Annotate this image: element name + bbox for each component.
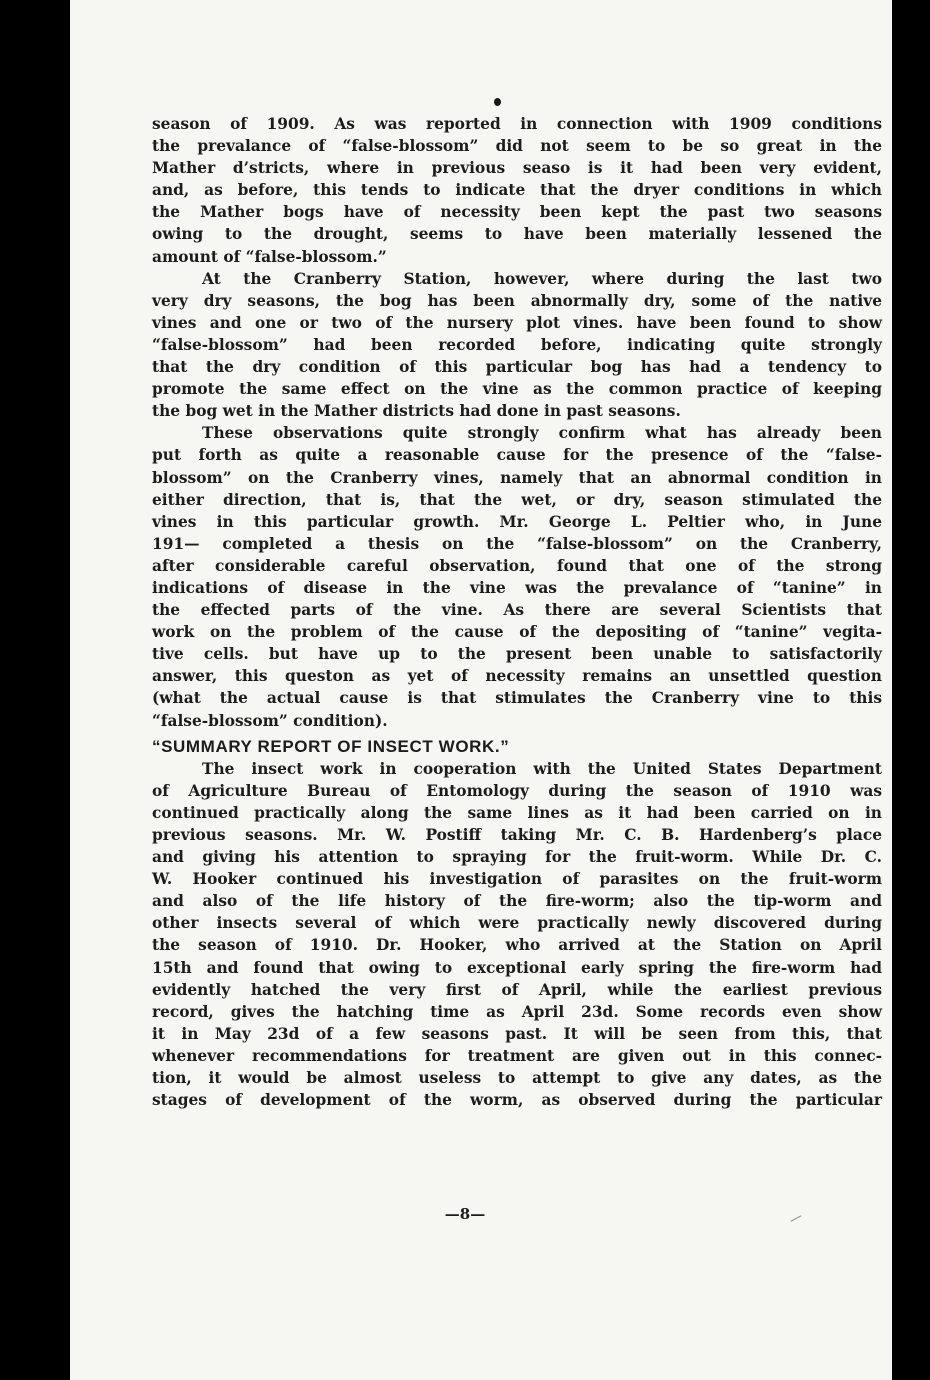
paragraph-observations	[152, 422, 882, 731]
text-line: and, as before, this tends to indicate that the dryer conditions in which	[152, 181, 882, 200]
text-line: season of 1909. As was reported in connection with 1909 conditions	[152, 115, 882, 133]
text-line: previous seasons. Mr. W. Postiff taking Mr. C. B. Hardenberg’s place	[152, 826, 882, 844]
text-line: 191— completed a thesis on the “false-blossom” on the Cranberry,	[152, 534, 882, 553]
text-line: that the dry condition of this particular bog has had a tendency to	[152, 358, 882, 377]
text-line: stages of development of the worm, as observed during the particular	[152, 1091, 882, 1110]
ink-dot	[494, 98, 501, 106]
text-line: “false-blossom” condition).	[152, 711, 388, 730]
text-line: 15th and found that owing to exceptional early spring the fire-worm had	[152, 958, 882, 977]
text-line: put forth as quite a reasonable cause for the presence of the “false-	[152, 446, 882, 465]
text-line: the season of 1910. Dr. Hooker, who arrived at the Station on April	[152, 936, 882, 955]
text-line: the bog wet in the Mather districts had done in past seasons.	[152, 402, 681, 421]
text-line: it in May 23d of a few seasons past. It will be seen from this, that	[152, 1024, 882, 1043]
text-line: evidently hatched the very first of April, while the earliest previous	[152, 980, 882, 999]
paragraph-cranberry-station	[152, 268, 882, 423]
text-line: and also of the life history of the fire-worm; also the tip-worm and	[152, 892, 882, 911]
section-heading: “SUMMARY REPORT OF INSECT WORK.”	[152, 736, 510, 756]
page-number: —8—	[444, 1205, 486, 1223]
text-line: vines and one or two of the nursery plot vines. have been found to show	[152, 313, 882, 332]
body-text	[152, 113, 882, 1111]
text-line: promote the same effect on the vine as the common practice of keeping	[152, 380, 882, 399]
text-line: (what the actual cause is that stimulates the Cranberry vine to this	[152, 689, 882, 708]
scan-border-left	[0, 0, 70, 1380]
text-line: The insect work in cooperation with the United States Department	[202, 759, 882, 778]
text-line: record, gives the hatching time as April 23d. Some records even show	[152, 1002, 882, 1021]
text-line: either direction, that is, that the wet, or dry, season stimulated the	[152, 490, 882, 509]
text-line: tion, it would be almost useless to attempt to give any dates, as the	[152, 1069, 882, 1088]
text-line: whenever recommendations for treatment are given out in this connec-	[152, 1046, 882, 1065]
text-line: amount of “false-blossom.”	[152, 247, 387, 266]
paragraph-insect-work	[152, 758, 882, 1112]
text-line: vines in this particular growth. Mr. George L. Peltier who, in June	[152, 512, 882, 531]
text-line: of Agriculture Bureau of Entomology during the season of 1910 was	[152, 781, 882, 800]
text-line: other insects several of which were practically newly discovered during	[152, 914, 882, 933]
text-line: the effected parts of the vine. As there are several Scientists that	[152, 601, 882, 620]
text-line: owing to the drought, seems to have been materially lessened the	[152, 225, 882, 244]
text-line: At the Cranberry Station, however, where during the last two	[202, 269, 882, 288]
text-line: the prevalance of “false-blossom” did not seem to be so great in the	[152, 137, 882, 156]
text-line: after considerable careful observation, found that one of the strong	[152, 556, 882, 575]
scan-border-right	[892, 0, 930, 1380]
text-line: blossom” on the Cranberry vines, namely that an abnormal condition in	[152, 468, 882, 487]
text-line: These observations quite strongly confirm what has already been	[202, 424, 882, 443]
text-line: Mather d’stricts, where in previous seaso is it had been very evident,	[152, 159, 882, 178]
text-line: continued practically along the same lines as it had been carried on in	[152, 803, 882, 822]
text-line: very dry seasons, the bog has been abnormally dry, some of the native	[152, 291, 882, 310]
text-line: tive cells. but have up to the present been unable to satisfactorily	[152, 645, 882, 664]
text-line: and giving his attention to spraying for the fruit-worm. While Dr. C.	[152, 848, 882, 867]
text-line: W. Hooker continued his investigation of parasites on the fruit-worm	[152, 870, 882, 889]
text-line: the Mather bogs have of necessity been kept the past two seasons	[152, 203, 882, 222]
text-line: “false-blossom” had been recorded before, indicating quite strongly	[152, 335, 882, 354]
text-line: indications of disease in the vine was the prevalance of “tanine” in	[152, 578, 882, 597]
text-line: work on the problem of the cause of the depositing of “tanine” vegita-	[152, 623, 882, 642]
paragraph-false-blossom-mather	[152, 113, 882, 268]
text-line: answer, this queston as yet of necessity remains an unsettled question	[152, 667, 882, 686]
